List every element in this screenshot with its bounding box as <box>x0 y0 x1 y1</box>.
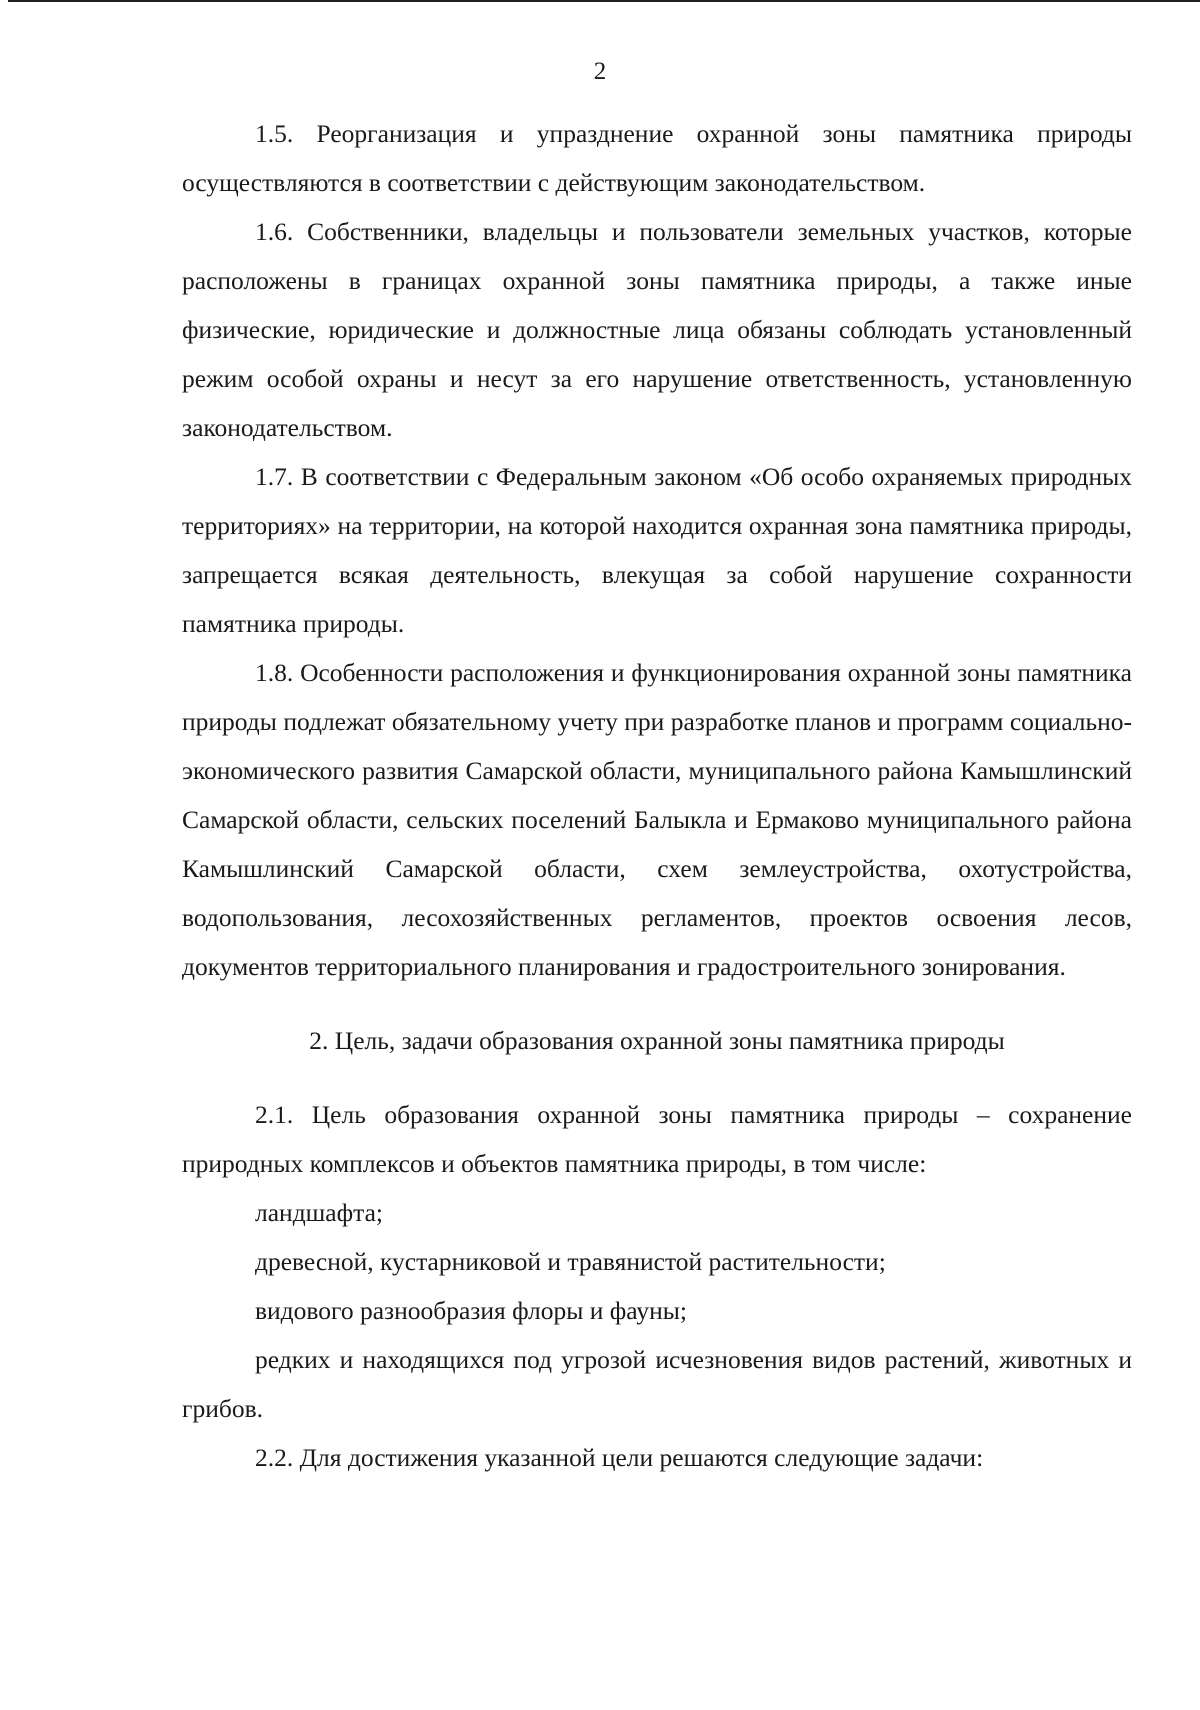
paragraph-2-2: 2.2. Для достижения указанной цели решаются следующие задачи: <box>255 1443 984 1472</box>
page-number: 2 <box>593 58 607 85</box>
document-body <box>182 109 1132 1482</box>
paragraph-2-1: 2.1. Цель образования охранной зоны памятника природы – сохранение природных комплексов и объектов памятника природы, в том числе: <box>182 1100 1132 1178</box>
section-2-heading: 2. Цель, задачи образования охранной зоны памятника природы <box>309 1026 1005 1055</box>
paragraph-1-6: 1.6. Собственники, владельцы и пользователи земельных участков, которые расположены в границах охранной зоны памятника природы, а также иные физические, юридические и должностные лица обязаны соблюдать установленный режим особой охраны и несут за его нарушение ответственность, установленную законодательством. <box>182 217 1132 442</box>
list-item-landscape: ландшафта; <box>255 1198 383 1227</box>
spacer <box>182 1065 1132 1090</box>
paragraph-1-7: 1.7. В соответствии с Федеральным законом «Об особо охраняемых природных территориях» на территории, на которой находится охранная зона памятника природы, запрещается всякая деятельность, влекущая за собой нарушение сохранности памятника природы. <box>182 462 1132 638</box>
paragraph-1-5: 1.5. Реорганизация и упразднение охранной зоны памятника природы осуществляются в соответствии с действующим законодательством. <box>182 119 1132 197</box>
paragraph-1-8: 1.8. Особенности расположения и функционирования охранной зоны памятника природы подлежат обязательному учету при разработке планов и программ социально-экономического развития Самарской области, муниципального района Камышлинский Самарской области, сельских поселений Балыкла и Ермаково муниципального района Камышлинский Самарской области, схем землеустройства, охотустройства, водопользования, лесохозяйственных регламентов, проектов освоения лесов, документов территориального планирования и градостроительного зонирования. <box>182 658 1132 981</box>
list-item-rare-species: редких и находящихся под угрозой исчезновения видов растений, животных и грибов. <box>182 1345 1132 1423</box>
list-item-vegetation: древесной, кустарниковой и травянистой растительности; <box>255 1247 886 1276</box>
spacer <box>182 991 1132 1016</box>
list-item-biodiversity: видового разнообразия флоры и фауны; <box>255 1296 687 1325</box>
